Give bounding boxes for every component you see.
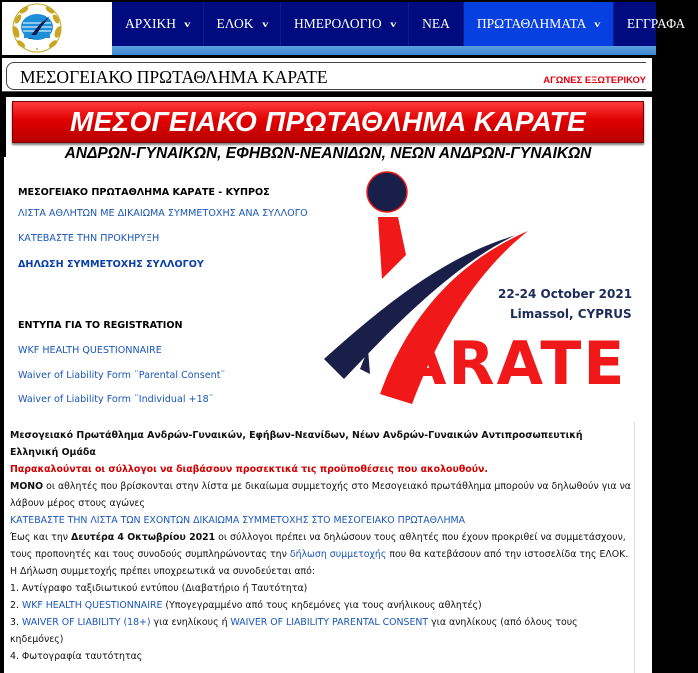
waiver-adult-inline-link[interactable]: WAIVER OF LIABILITY (18+) — [21, 617, 151, 628]
site-header — [2, 2, 686, 55]
section-heading-registration: ΕΝΤΥΠΑ ΓΙΑ ΤΟ REGISTRATION — [18, 320, 183, 331]
category-link-foreign-events[interactable]: ΑΓΩΝΕΣ ΕΞΩΤΕΡΙΚΟΥ — [543, 75, 646, 86]
deadline-mid: οι σύλλογοι πρέπει να δηλώσουν τους αθλητές που έχουν προκριθεί να συμμετάσχουν, τους προπονητές και τους συνοδούς συμπληρώνοντας την — [10, 532, 626, 560]
poster-karate-word: ARATE — [400, 329, 627, 399]
event-poster — [320, 169, 652, 409]
requirement-item-3 — [10, 614, 632, 648]
nav-item-label: ΕΛΟΚ — [216, 16, 254, 31]
waiver-parental-link[interactable]: Waiver of Liability Form ¨Parental Consent¨ — [18, 370, 226, 381]
waiver-individual-link[interactable]: Waiver of Liability Form ¨Individual +18¨ — [18, 394, 214, 405]
club-declaration-link[interactable]: ΔΗΛΩΣΗ ΣΥΜΜΕΤΟΧΗΣ ΣΥΛΛΟΓΟΥ — [18, 259, 204, 270]
nav-item-label: ΠΡΩΤΑΘΛΗΜΑΤΑ — [476, 16, 587, 31]
item-text: (Υπογεγραμμένο από τους κηδεμόνες για τους ανήλικους αθλητές) — [162, 600, 482, 611]
event-banner — [12, 101, 644, 143]
eligibility-paragraph — [10, 478, 632, 512]
requirement-item-4: 4. Φωτογραφία ταυτότητας — [10, 651, 143, 662]
waiver-parental-inline-link[interactable]: WAIVER OF LIABILITY PARENTAL CONSENT — [230, 617, 429, 628]
deadline-paragraph — [10, 529, 632, 580]
wkf-health-link[interactable]: WKF HEALTH QUESTIONNAIRE — [18, 345, 162, 356]
item-text: για ανηλίκους (από όλους τους κηδεμόνες) — [10, 617, 578, 645]
declaration-link[interactable]: δήλωση συμμετοχής — [289, 549, 387, 560]
item-text: για ενηλίκους ή — [150, 617, 231, 628]
warning-text: Παρακαλούνται οι σύλλογοι να διαβάσουν προσεκτικά τις προϋποθέσεις που ακολουθούν. — [10, 464, 488, 475]
only-bold: ΜΟΝΟ — [10, 481, 44, 492]
nav-item-news[interactable] — [409, 2, 464, 46]
eligibility-text: οι αθλητές που βρίσκονται στην λίστα με δικαίωμα συμμετοχής στο Μεσογειακό πρωτάθλημα μπορούν να δηλωθούν για να λάβουν μέρος στους αγώνες — [10, 481, 631, 509]
nav-item-elok[interactable] — [204, 2, 281, 46]
banner-title: ΜΕΣΟΓΕΙΑΚΟ ΠΡΩΤΑΘΛΗΜΑ ΚΑΡΑΤΕ — [70, 106, 586, 137]
athletes-list-link[interactable]: ΛΙΣΤΑ ΑΘΛΗΤΩΝ ΜΕ ΔΙΚΑΙΩΜΑ ΣΥΜΜΕΤΟΧΗΣ ΑΝΑ ΣΥΛΛΟΓΟ — [18, 208, 308, 219]
poster-dates: 22-24 October 2021 — [498, 287, 633, 301]
banner-subtitle: ΑΝΔΡΩΝ-ΓΥΝΑΙΚΩΝ, ΕΦΗΒΩΝ-ΝΕΑΝΙΔΩΝ, ΝΕΩΝ ΑΝΔΡΩΝ-ΓΥΝΑΙΚΩΝ — [64, 145, 592, 162]
site-logo[interactable] — [4, 2, 110, 55]
requirement-item-2 — [10, 597, 632, 614]
nav-item-label: ΑΡΧΙΚΗ — [125, 16, 177, 31]
chevron-down-icon: v — [389, 19, 397, 29]
nav-item-label: ΗΜΕΡΟΛΟΓΙΟ — [294, 16, 382, 31]
nav-item-label: ΝΕΑ — [422, 16, 450, 31]
nav-item-championships[interactable] — [464, 2, 614, 46]
requirement-item-1: 1. Αντίγραφο ταξιδιωτικού εντύπου (Διαβατήριο ή Ταυτότητα) — [10, 583, 308, 594]
chevron-down-icon: v — [184, 19, 191, 29]
main-nav — [112, 2, 686, 46]
download-list-link[interactable]: ΚΑΤΕΒΑΣΤΕ ΤΗΝ ΛΙΣΤΑ ΤΩΝ ΕΧΟΝΤΩΝ ΔΙΚΑΙΩΜΑ ΣΥΜΜΕΤΟΧΗΣ ΣΤΟ ΜΕΣΟΓΕΙΑΚΟ ΠΡΩΤΑΘΛΗΜΑ — [10, 515, 465, 526]
page-title-bar — [2, 58, 652, 92]
deadline-post: που θα κατεβάσουν από την ιστοσελίδα της ΕΛΟΚ. Η Δήλωση συμμετοχής πρέπει υποχρεωτικά να συνοδεύεται από: — [10, 549, 629, 577]
article-content — [4, 97, 652, 673]
intro-text: Μεσογειακό Πρωτάθλημα Ανδρών-Γυναικών, Εφήβων-Νεανίδων, Νέων Ανδρών-Γυναικών Αντιπροσωπευτική Ελληνική Ομάδα — [10, 430, 583, 458]
item-number: 2. — [10, 600, 22, 611]
chevron-down-icon: v — [261, 19, 268, 29]
poster-location: Limassol, CYPRUS — [510, 307, 632, 321]
article-body — [10, 427, 632, 665]
nav-item-label: ΕΓΓΡΑΦΑ — [626, 16, 686, 31]
intro-heading — [10, 427, 632, 461]
nav-accent-strip — [112, 46, 656, 55]
nav-item-documents[interactable] — [614, 2, 698, 46]
section-heading-cyprus: ΜΕΣΟΓΕΙΑΚΟ ΠΡΩΤΑΘΛΗΜΑ ΚΑΡΑΤΕ - ΚΥΠΡΟΣ — [18, 187, 270, 198]
page-title: ΜΕΣΟΓΕΙΑΚΟ ΠΡΩΤΑΘΛΗΜΑ ΚΑΡΑΤΕ — [20, 67, 328, 87]
panel-divider — [634, 422, 635, 673]
item-number: 3. — [10, 617, 22, 628]
nav-item-calendar[interactable] — [281, 2, 409, 46]
deadline-date: Δευτέρα 4 Οκτωβρίου 2021 — [71, 532, 216, 543]
federation-emblem-icon — [4, 2, 110, 55]
download-notice-link[interactable]: ΚΑΤΕΒΑΣΤΕ ΤΗΝ ΠΡΟΚΗΡΥΞΗ — [18, 233, 160, 244]
wkf-health-inline-link[interactable]: WKF HEALTH QUESTIONNAIRE — [21, 600, 163, 611]
nav-item-home[interactable] — [112, 2, 204, 46]
chevron-down-icon: v — [594, 19, 601, 29]
deadline-pre: Έως και την — [10, 532, 71, 543]
